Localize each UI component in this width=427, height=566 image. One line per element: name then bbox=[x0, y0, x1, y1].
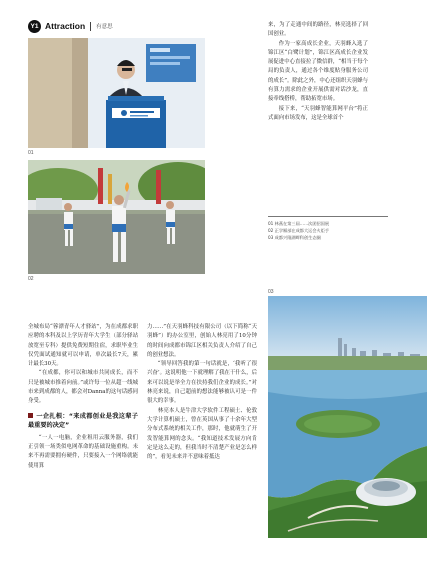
caption-02: 02 正学厢部在成都大运会火炬手 bbox=[268, 228, 330, 233]
photo-number-03: 03 bbox=[268, 289, 274, 295]
photo-number-01: 01 bbox=[28, 150, 34, 156]
subhead-marker bbox=[28, 413, 33, 418]
paragraph: 接下来，“天羽蜂智能算网平台”将正式面向市场发布，这是全球首个 bbox=[268, 105, 368, 121]
photo-number-02: 02 bbox=[28, 276, 34, 282]
paragraph: 力……”在天羽蜂科技有限公司（以下简称“天羽蜂”）的办公室里，创始人林亮用了10分钟的时间向成都市锦江区相关负责人介绍了自己的创业想法。 bbox=[147, 324, 257, 358]
section-title: Attraction bbox=[45, 21, 86, 31]
paragraph: 来，为了走通中间的路径，林亮选择了回国创业。 bbox=[268, 22, 368, 38]
right-top-column bbox=[268, 21, 368, 123]
paragraph: 全城布局“蓉漂青年人才驿站”，为在成都求职应聘的本科及以上学历青年大学生（部分驿站放宽至专科）提供免费短期住宿，求职毕业生仅凭面试通知就可以申请，单次最长7天，累计最长30天。 bbox=[28, 324, 138, 368]
page-header bbox=[28, 19, 113, 33]
photo-captions bbox=[268, 216, 388, 241]
paragraph: “一人一电脑，企业租用云服务器，我们正引领一场类似电网革命的基础设施重构。未来不再需要拥有硬件，只要接入一个网络就能使用算 bbox=[28, 434, 138, 469]
paragraph: 林亮本人是牛津大学软件工程硕士、伦敦大学计算机硕士，曾在英国从事了十余年大型分布式系统的相关工作，那时，他就萌生了开发智能算网的念头。“我知道技术发展方向肯定是这么走的，但我当时不清楚产业是怎么样的”，看见未来并不意味着抵达 bbox=[147, 407, 257, 461]
caption-03: 03 成都兴隆湖畔科创生态圈 bbox=[268, 235, 321, 240]
middle-bottom-column bbox=[147, 323, 257, 462]
caption-01: 01 林燕在第三届……次团招国展 bbox=[268, 221, 330, 226]
photo-aerial-lake bbox=[268, 296, 427, 538]
section-subheading: 一企扎根：“来成都创业是我这辈子最重要的决定” bbox=[28, 412, 138, 430]
section-subtitle: 有意思 bbox=[96, 24, 113, 30]
header-divider bbox=[90, 22, 91, 31]
left-bottom-column bbox=[28, 323, 138, 471]
paragraph: “领导回答我的第一句话就是，‘我听了很兴奋’。这说明他一下就理解了我在干什么，后来可以说是举全力在扶持我们企业的成长。”对林亮来说，自己超前的想法能够被认可是一件很大的幸事。 bbox=[147, 361, 257, 405]
paragraph: 作为一家高成长企业，天羽蜂入选了锦江区“白鹭计划”，锦江区高成长企业发展促进中心直接拉了微信群，“相当于每个局的负责人，通过各个维度贴身服务公司的成长”。除此之外，中心还组织天羽蜂与有算力需求的企业开展供需对话沙龙，直接牵线搭桥，帮助拓宽市场。 bbox=[268, 40, 368, 103]
photo-torch-relay bbox=[28, 160, 205, 274]
paragraph: “在成都，你可以和城市共同成长，而不只是被城市推着向前。”或许每一位从超一线城市来到成都的人，都会对Danna的这句话感同身受。 bbox=[28, 370, 138, 405]
page-number-badge: Y1 bbox=[28, 20, 41, 33]
photo-speaker-podium bbox=[28, 38, 205, 148]
